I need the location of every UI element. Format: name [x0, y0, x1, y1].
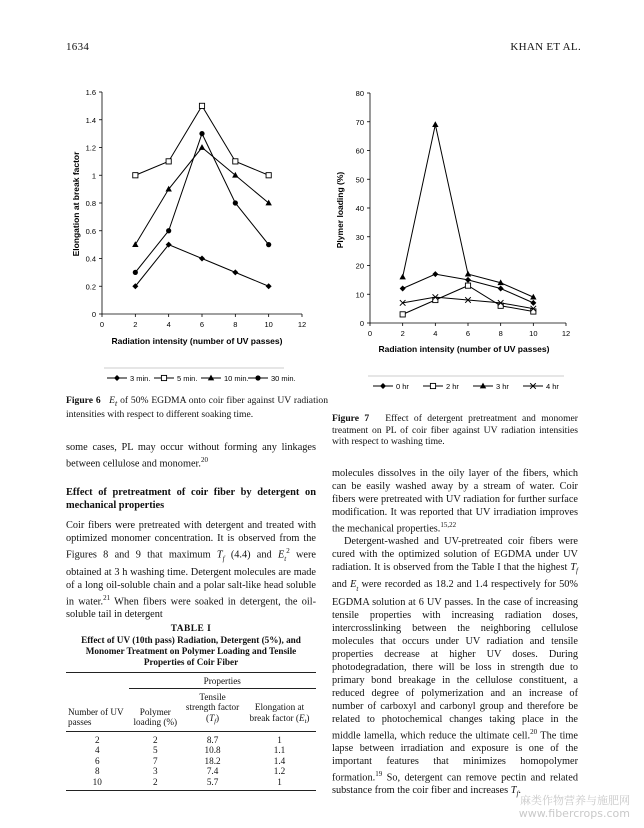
table-row [66, 766, 316, 777]
right-p2-text-f: . [518, 785, 521, 797]
table-body [66, 731, 316, 791]
figure6-y-tick-label: 1.4 [85, 115, 96, 125]
figure6-caption-subscript: t [115, 398, 118, 408]
figure7-y-tick-label: 0 [359, 319, 364, 328]
table-cell: 1 [277, 734, 282, 745]
figure6-data-point [199, 144, 205, 150]
figure7-x-tick-label: 6 [465, 329, 471, 338]
left-paragraph-2 [66, 519, 316, 621]
table-col4-sym: E [298, 712, 305, 723]
figure7-data-point [465, 277, 471, 283]
figure6-y-tick-label: 0.8 [85, 199, 96, 208]
figure7-data-point [433, 297, 438, 302]
table-cell: 1.1 [273, 745, 286, 756]
left-paragraph-1 [66, 441, 316, 470]
figure6-data-point [266, 173, 271, 178]
figure6-y-tick-label: 0.6 [85, 226, 96, 236]
figure6-x-tick-label: 0 [99, 320, 105, 329]
figure7-y-tick-label: 70 [355, 117, 364, 127]
figure7-x-tick-label: 0 [367, 329, 373, 338]
table-cell: 10 [92, 776, 102, 787]
right-p2-ref2: 19 [375, 769, 383, 778]
table-cell: 2 [94, 734, 100, 745]
figure7-y-tick-label: 10 [355, 290, 364, 300]
figure7-chart [326, 82, 588, 402]
figure6-x-tick-label: 12 [297, 320, 307, 329]
table-col-header-2: Polymer loading (%) [133, 706, 178, 728]
figure6-caption-text: of 50% EGDMA onto coir fiber against UV radiation intensities with respect to different soaking time. [66, 395, 328, 421]
figure7-x-tick-label: 10 [529, 329, 538, 338]
figure7-y-tick-label: 30 [355, 232, 364, 242]
figure6-data-point [232, 269, 238, 275]
section-heading: Effect of pretreatment of coir fiber by detergent on mechanical properties [66, 487, 316, 511]
figure6-data-point [233, 159, 238, 164]
figure7-x-tick-label: 8 [498, 329, 503, 338]
figure7-data-point [400, 286, 406, 292]
table-col-header-1: Number of UV passes [68, 706, 124, 728]
figure6-data-point [199, 131, 204, 136]
table-cell: 1.4 [273, 755, 286, 766]
table-row [66, 731, 316, 745]
figure6-data-point [166, 228, 171, 233]
figure7-series-line-3 [403, 297, 534, 309]
right-p2-text-a: Detergent-washed and UV-pretreated coir fibers were cured with the optimized solution of EGDMA under UV radiation. It is observed from the Table I that the highest [332, 536, 578, 574]
watermark [519, 794, 630, 820]
right-column [332, 467, 578, 801]
table-grid [66, 673, 316, 791]
figure6-y-tick-label: 0.2 [85, 282, 96, 292]
right-p2-tf-sub: f [576, 567, 578, 576]
figure7-data-point [530, 300, 536, 306]
figure7-y-tick-label: 40 [355, 204, 364, 213]
figure7-data-point [432, 271, 438, 277]
table-cell: 8.7 [206, 734, 219, 745]
table-col4-text: Elongation at break factor ( [249, 702, 305, 723]
table-label: TABLE I [170, 624, 212, 634]
figure7-y-tick-label: 80 [355, 89, 364, 98]
right-p2-ref: 20 [530, 727, 538, 736]
table-cell: 4 [94, 745, 100, 756]
right-p1-ref: 15,22 [440, 521, 457, 529]
figure6-legend-marker [161, 375, 166, 380]
right-p2-text-d: The time lapse between irradiation and exposure is one of the important features that minimizes homopolymer formation. [332, 729, 578, 784]
figure7-y-tick-label: 20 [355, 261, 364, 271]
left-column [66, 441, 316, 621]
figure6-y-tick-label: 0 [91, 310, 96, 319]
figure7-data-point [465, 271, 471, 277]
figure6-data-point [199, 103, 204, 108]
figure6-x-tick-label: 6 [199, 320, 205, 329]
figure6-series-line-0 [135, 245, 268, 287]
figure7-legend-label: 0 hr [396, 382, 409, 391]
left-p2-ref2: 21 [103, 593, 111, 602]
figure6-caption-symbol: E [109, 395, 116, 406]
left-p2-ref: 2 [286, 547, 290, 556]
table-cell: 1.2 [273, 766, 286, 777]
fig7-ylabel: Plymer loading (%) [335, 171, 345, 249]
table-row [66, 756, 316, 767]
figure6-legend-marker [114, 375, 120, 381]
figure7-legend-label: 3 hr [496, 382, 509, 391]
figure7-caption-label: Figure 7 [332, 413, 370, 424]
table-cell: 6 [94, 755, 100, 766]
fig6-ylabel: Elongation at break factor [71, 151, 81, 257]
figure6-data-point [233, 200, 238, 205]
running-title: KHAN ET AL. [510, 41, 581, 53]
figure6-data-point [232, 172, 238, 178]
figure6-x-tick-label: 10 [264, 320, 273, 329]
figure7-legend-marker [380, 383, 386, 389]
right-p2-tf2-sub: f [516, 790, 519, 799]
figure7-y-tick-label: 60 [355, 146, 364, 156]
figure6-legend-label: 10 min. [224, 374, 249, 383]
figure7-caption [332, 413, 578, 448]
figure6-x-tick-label: 8 [233, 320, 238, 329]
figure6-data-point [266, 283, 272, 289]
right-p1-text: molecules dissolves in the oily layer of the fibers, which can be easily washed away by a stream of water. Coir fibers were pretreated with UV radiation for further surface modification. It was reported that UV irradiation improves the mechanical properties. [332, 468, 578, 535]
figure7-legend-marker [430, 383, 435, 388]
table-cell: 7 [153, 755, 158, 766]
figure6-series-line-3 [135, 134, 268, 273]
table-col3-sym: T [209, 712, 215, 723]
right-p2-et-sub: t [356, 584, 359, 593]
figure7-data-point [498, 303, 503, 308]
table-group-header: Properties [129, 673, 317, 688]
figure7-legend-label: 2 hr [446, 382, 459, 391]
figure6-data-point [166, 159, 171, 164]
left-p1-text: some cases, PL may occur without forming any linkages between cellulose and monomer. [66, 442, 316, 470]
figure6-series-line-1 [135, 106, 268, 175]
figure6-y-tick-label: 0.4 [85, 254, 96, 264]
figure6-chart [62, 82, 324, 388]
table-cell: 2 [153, 776, 158, 787]
figure7-x-tick-label: 4 [433, 329, 438, 338]
table-col3-sub: f [214, 718, 217, 726]
table-col4-sub: t [304, 718, 307, 726]
figure7-data-point [498, 286, 504, 292]
table-cell: 8 [94, 766, 100, 777]
figure6-y-tick-label: 1.6 [85, 88, 96, 97]
figure7-data-point [465, 283, 470, 288]
figure6-x-tick-label: 4 [166, 320, 171, 329]
table-cell: 5 [153, 745, 158, 756]
figure7-x-tick-label: 12 [561, 329, 571, 338]
figure6-x-tick-label: 2 [133, 320, 138, 329]
table-1 [66, 624, 316, 791]
watermark-line-2: www.fibercrops.com [518, 807, 630, 820]
figure7-data-point [531, 309, 536, 314]
figure7-data-point [399, 274, 405, 280]
table-col-header-3: Tensile strength factor $(T_f)$ [185, 691, 240, 726]
left-p2-text-c: were obtained at 3 h washing time. Detergent molecules are made of a long oil-soluble chain and a polar salt-like head soluble in water. [66, 549, 316, 608]
table-cell: 5.7 [206, 776, 219, 787]
table-cell: 10.8 [204, 745, 221, 756]
table-cell: 1 [277, 776, 282, 787]
table-cell: 7.4 [206, 766, 219, 777]
left-p2-text-b: (4.4) and [224, 549, 278, 561]
figure7-caption-text: Effect of detergent pretreatment and monomer treatment on PL of coir fiber against UV radiation intensities with respect to washing time. [332, 413, 578, 447]
figure6-y-tick-label: 1.2 [85, 143, 96, 153]
table-title: Effect of UV (10th pass) Radiation, Detergent (5%), and Monomer Treatment on Polymer Loading and Tensile Properties of Coir Fiber [81, 635, 301, 667]
right-paragraph-1 [332, 467, 578, 535]
figure6-series-line-2 [135, 148, 268, 245]
figure6-data-point [133, 173, 138, 178]
figure6-y-tick-label: 1 [91, 171, 96, 181]
figure6-data-point [265, 200, 271, 206]
left-p2-tf-sub: f [222, 554, 225, 563]
figure6-legend-label: 30 min. [271, 374, 296, 383]
left-p1-ref: 20 [200, 456, 208, 464]
figure6-caption-label: Figure 6 [66, 395, 101, 406]
figure7-legend-label: 4 hr [546, 382, 559, 391]
right-p2-tf2: T [510, 785, 517, 797]
figure6-data-point [199, 256, 205, 262]
fig6-xlabel: Radiation intensity (number of UV passes) [111, 336, 283, 346]
figure6-caption [66, 395, 328, 421]
table-cell: 18.2 [204, 755, 221, 766]
fig7-xlabel: Radiation intensity (number of UV passes) [378, 344, 550, 354]
left-p2-tf: T [216, 549, 223, 561]
figure6-data-point [266, 242, 271, 247]
table-cell: 2 [153, 734, 158, 745]
figure7-x-tick-label: 2 [400, 329, 405, 338]
table-col-header-4: Elongation at break factor $(E_t)$ [249, 702, 310, 726]
right-p2-et: E [350, 579, 357, 591]
page-number: 1634 [66, 41, 90, 53]
figure6-legend-label: 5 min. [177, 374, 198, 383]
right-p2-text-c: were recorded as 18.2 and 1.4 respectively for 50% EGDMA solution at 6 UV passes. In the case of increasing tensile properties with increasing radiation doses, intercrosslinking between the neighboring cellulose molecules that occurs under UV radiation and tensile properties decrease at higher UV doses. During photodegradation, there will be loss in strength due to primary bond breakage in the cellulose constituent, a reduced degree of polymerization and an increase of number of carboxyl and carbonyl group and therefore be related to photochemical changes taking place in the middle lamella, which reduce the ultimate cell. [332, 579, 578, 741]
watermark-line-1: 麻类作物营养与施肥网 [520, 794, 630, 807]
figure6-data-point [132, 241, 138, 247]
left-p2-text-d: When fibers were soaked in detergent, the oil-soluble tail in detergent [66, 596, 316, 621]
table-col3-text: Tensile strength factor ( [185, 691, 240, 723]
right-p2-text-e: So, detergent can remove pectin and related substance from the coir fiber and increases [332, 772, 578, 797]
figure7-y-tick-label: 50 [355, 175, 364, 185]
table-cell: 3 [153, 766, 158, 777]
left-p2-et-sub: t [284, 554, 287, 563]
table-row [66, 777, 316, 791]
right-paragraph-2 [332, 535, 578, 801]
figure6-data-point [133, 270, 138, 275]
left-p2-et: E [277, 549, 285, 561]
figure7-data-point [432, 121, 438, 127]
right-p2-tf: T [570, 562, 577, 574]
figure7-data-point [400, 312, 405, 317]
right-p2-text-b: and [332, 579, 351, 591]
figure6-legend-label: 3 min. [130, 374, 151, 383]
table-row [66, 745, 316, 756]
figure6-legend-marker [255, 375, 260, 380]
left-p2-text-a: Coir fibers were pretreated with detergent and treated with optimized monomer concentration. It is observed from the Figures 8 and 9 that maximum [66, 520, 316, 561]
